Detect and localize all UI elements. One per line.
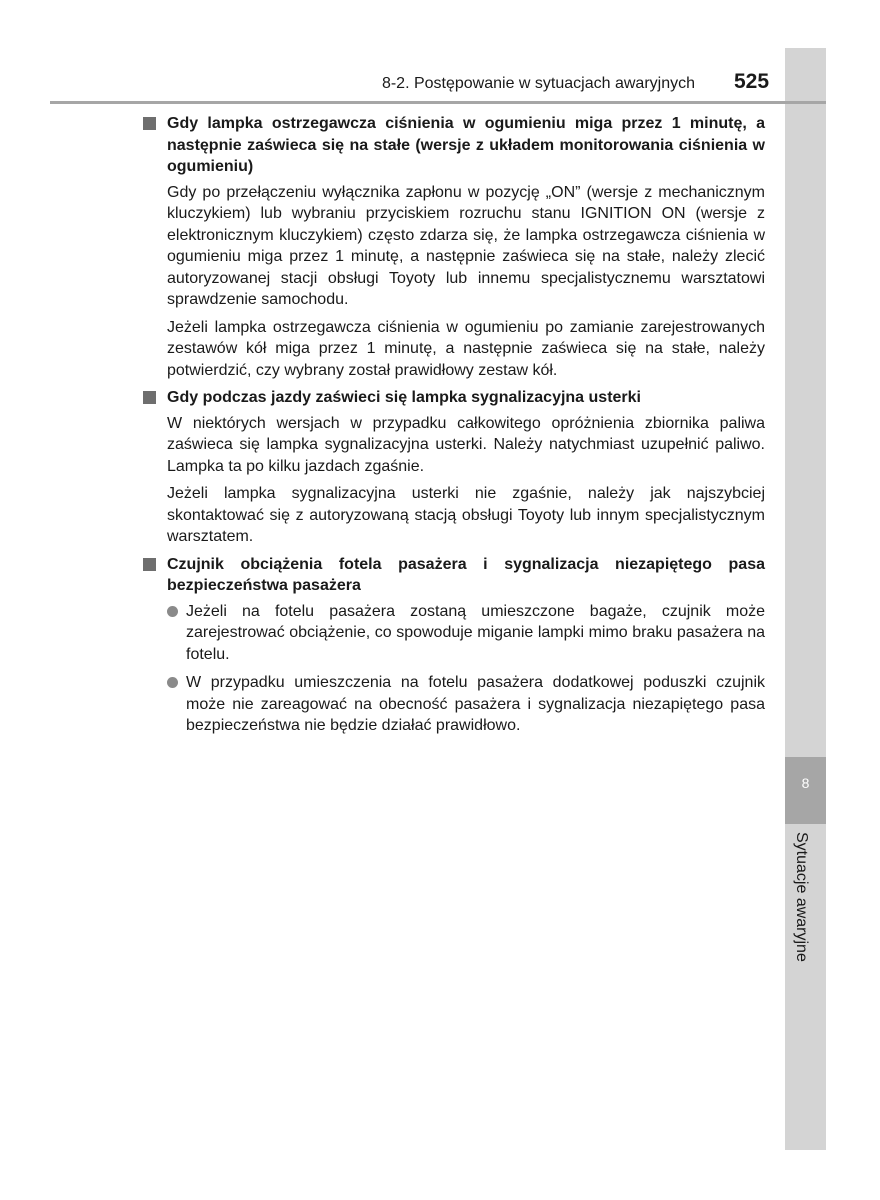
chapter-tab <box>785 757 826 824</box>
paragraph: Jeżeli lampka ostrzegawcza ciśnienia w ogumieniu po zamianie zarejestrowanych zestawów kół miga przez 1 minutę, a następnie zaświeca się na stałe, należy potwierdzić, czy wybrany został prawidłowy zestaw kół. <box>167 318 765 379</box>
circle-bullet-icon <box>167 606 178 617</box>
chapter-title: Sytuacje awaryjne <box>793 832 810 962</box>
list-item <box>167 601 765 666</box>
paragraph: W niektórych wersjach w przypadku całkowitego opróżnienia zbiornika paliwa zaświeca się lampka sygnalizacyjna usterki. Należy natychmiast uzupełnić paliwo. Lampka ta po kilku jazdach zgaśnie. <box>167 414 765 475</box>
section-malfunction-lamp <box>143 387 765 548</box>
side-strip <box>785 48 826 1150</box>
list-item <box>167 672 765 737</box>
section-heading: Gdy lampka ostrzegawcza ciśnienia w ogumieniu miga przez 1 minutę, a następnie zaświeca się na stałe (wersje z układem monitorowania ciśnienia w ogumieniu) <box>167 115 765 175</box>
section-seat-sensor <box>143 554 765 737</box>
chapter-number: 8 <box>801 775 810 791</box>
section-heading: Czujnik obciążenia fotela pasażera i sygnalizacja niezapiętego pasa bezpieczeństwa pasażera <box>167 555 765 594</box>
square-bullet-icon <box>143 391 156 404</box>
list-item-text: Jeżeli na fotelu pasażera zostaną umieszczone bagaże, czujnik może zarejestrować obciążenie, co spowoduje miganie lampki mimo braku pasażera na fotelu. <box>186 602 765 663</box>
section-tire-pressure <box>143 113 765 381</box>
square-bullet-icon <box>143 117 156 130</box>
list-item-text: W przypadku umieszczenia na fotelu pasażera dodatkowej poduszki czujnik może nie zareagować na obecność pasażera i sygnalizacja niezapiętego pasa bezpieczeństwa nie będzie działać prawidłowo. <box>186 674 765 734</box>
circle-bullet-icon <box>167 677 178 688</box>
square-bullet-icon <box>143 558 156 571</box>
header-divider <box>50 101 826 104</box>
page-number: 525 <box>734 70 770 93</box>
paragraph: Gdy po przełączeniu wyłącznika zapłonu w pozycję „ON” (wersje z mechanicznym kluczykiem) lub wybraniu przyciskiem rozruchu stanu IGNITION ON (wersje z elektronicznym kluczykiem) często zdarza się, że lampka ostrzegawcza ciśnienia w ogumieniu miga przez 1 minutę, a następnie zaświeca się na stałe, należy zlecić autoryzowanej stacji obsługi Toyoty lub innemu specjalistycznemu warsztatowi sprawdzenie samochodu. <box>167 183 765 308</box>
page-content <box>143 113 765 744</box>
paragraph: Jeżeli lampka sygnalizacyjna usterki nie zgaśnie, należy jak najszybciej skontaktować się z autoryzowaną stacją obsługi Toyoty lub innym specjalistycznym warsztatem. <box>167 485 765 545</box>
section-heading: Gdy podczas jazdy zaświeci się lampka sygnalizacyjna usterki <box>167 389 641 406</box>
header-section-title: 8-2. Postępowanie w sytuacjach awaryjnych <box>381 75 695 92</box>
bullet-list <box>167 601 765 737</box>
